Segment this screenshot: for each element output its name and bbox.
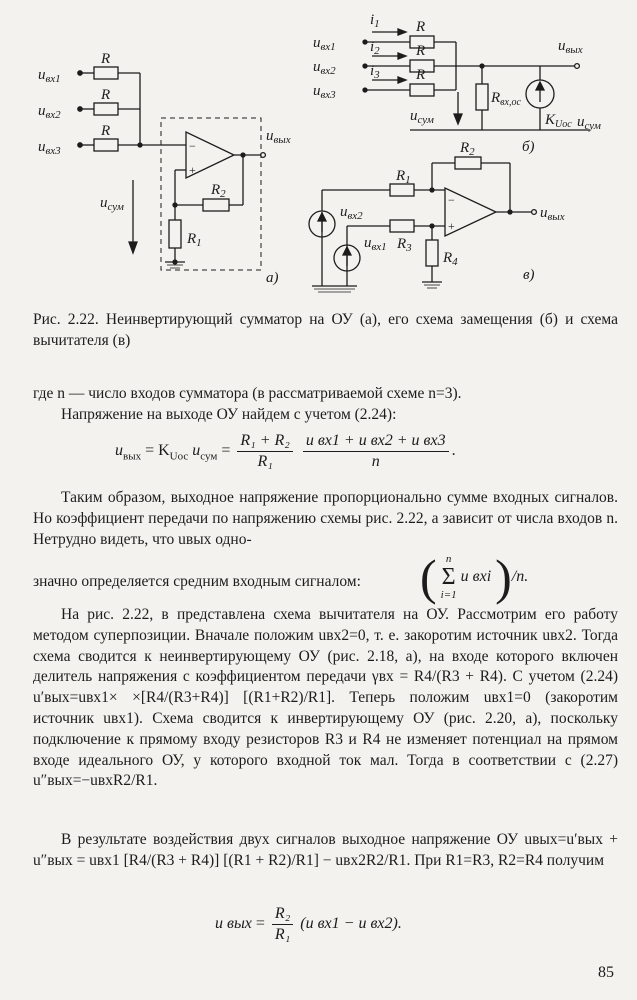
label-a-R-1: R [101, 51, 111, 67]
circuit-figure [0, 0, 637, 300]
svg-text:i2: $i_2$ [370, 39, 380, 57]
svg-text:uвых: $u_{вых}$ [266, 128, 291, 146]
label-b-i2: i [370, 39, 375, 55]
svg-text:uвых: $u_{вых}$ [540, 205, 565, 223]
svg-text:uвх1: $u_{вх1}$ [364, 235, 387, 253]
svg-text:−: − [448, 193, 455, 207]
svg-text:KUос: $K_{Uос}$ [545, 112, 572, 130]
label-a-R1: R [187, 231, 197, 247]
svg-text:uсум: $u_{сум}$ [410, 108, 434, 126]
label-b-KUos: K [545, 112, 556, 128]
figure-caption: Рис. 2.22. Неинвертирующий сумматор на ОУ (а), его схема замещения (б) и схема вычитателя (в) [33, 311, 618, 349]
svg-text:uвх2: $u_{вх2}$ [340, 204, 363, 222]
label-v-R4: R [443, 250, 453, 266]
svg-text:i1: $i_1$ [370, 12, 380, 30]
label-b-R-2: R [416, 43, 426, 59]
svg-text:+: + [448, 219, 455, 233]
label-a-uvx1: u [38, 67, 46, 83]
label-a-R2: R [211, 182, 221, 198]
svg-text:R3: $R_3$ [397, 236, 412, 254]
paragraph-3-end: значно определяется средним входным сигналом: [33, 573, 361, 590]
label-b-Rvxos: R [491, 90, 501, 106]
label-a-R-3: R [101, 123, 111, 139]
label-a-uvx2: u [38, 103, 46, 119]
paragraph-3: Таким образом, выходное напряжение пропорционально сумме входных сигналов. Но коэффициент передачи по напряжению схемы рис. 2.22, а зависит от числа входов n. Нетрудно видеть, что uвых одно- [33, 489, 618, 548]
label-v-uvx1: u [364, 235, 372, 251]
svg-text:R4: $R_4$ [443, 250, 458, 268]
label-v-R2: R [460, 140, 470, 156]
svg-text:uсум: $u_{сум}$ [577, 114, 601, 132]
label-a-uvx3: u [38, 139, 46, 155]
svg-text:R2: $R_2$ [211, 182, 226, 200]
label-a-usum: u [100, 195, 108, 211]
label-v-R3: R [397, 236, 407, 252]
svg-text:uвх3: $u_{вх3}$ [38, 139, 61, 157]
label-b-tag: б) [522, 139, 535, 155]
svg-text:i3: $i_3$ [370, 63, 380, 81]
label-b-uvx3: u [313, 83, 321, 99]
label-v-R1: R [396, 168, 406, 184]
label-b-R-3: R [416, 67, 426, 83]
formula-1: $u_{вых} = K_{Uос}$ $u_{сум}$ = $\frac{\text{R₁ + R₂}}{\text{R₁}}$ $\frac{\text{u вх1 + u вх2 + u вх3}}{n}$ . [115, 432, 456, 470]
svg-text:uсум: $u_{сум}$ [100, 195, 124, 213]
svg-text:uвх1: $u_{вх1}$ [313, 35, 336, 53]
svg-text:R2: $R_2$ [460, 140, 475, 158]
label-b-i3: i [370, 63, 375, 79]
label-a-R-2: R [101, 87, 111, 103]
formula-1-frac-1: $\frac{\text{R₁ + R₂}}{\text{R₁}}$ [237, 432, 292, 471]
svg-text:uвых: $u_{вых}$ [558, 38, 583, 56]
label-b-usum2: u [577, 114, 585, 130]
label-v-uvyx: u [540, 205, 548, 221]
schematic-v [309, 157, 536, 292]
paragraph-4: На рис. 2.22, в представлена схема вычитателя на ОУ. Рассмотрим его работу методом суперпозиции. Вначале положим uвх2=0, т. е. закоротим источник uвх2. Тогда схема сводится к неинвертирующему ОУ (рис. 2.18, а), на входе которого включен делитель напряжения с коэффициентом передачи γвх = R4/(R3 + R4). С учетом (2.24) u′вых=uвх1× ×[R4/(R3+R4)] [(R1+R2)/R1]. Теперь положим uвх1=0 (закоротим источник uвх1). Схема сводится к инвертирующему ОУ (рис. 2.20, а), поскольку подключение к прямому входу резисторов R3 и R4 не изменяет потенциал на прямом входе идеального ОУ, у которого входной ток мал. Тогда в соответствии с (2.27) u″вых=−uвхR2/R1. [33, 606, 618, 790]
schematic-b [363, 29, 590, 130]
label-b-uvyx: u [558, 38, 566, 54]
label-b-i1: i [370, 12, 375, 28]
paragraph-5: В результате воздействия двух сигналов выходное напряжение ОУ uвых=u′вых + u″вых = uвх1 [R4/(R3 + R4)] [(R1 + R2)/R1] − uвх2R2/R1. При R1=R3, R2=R4 получим [33, 831, 618, 869]
svg-text:uвх2: $u_{вх2}$ [38, 103, 61, 121]
svg-text:+: + [189, 163, 196, 177]
paragraph-2: Напряжение на выходе ОУ найдем с учетом (2.24): [61, 406, 397, 423]
svg-text:uвх3: $u_{вх3}$ [313, 83, 336, 101]
label-b-uvx2: u [313, 59, 321, 75]
label-a-tag: а) [266, 270, 279, 286]
label-b-R-1: R [416, 19, 426, 35]
svg-text:uвх1: $u_{вх1}$ [38, 67, 61, 85]
label-v-tag: в) [523, 267, 535, 283]
formula-2: u вых = $\frac{\text{R₂}}{\text{R₁}}$ (u вх1 − u вх2). [215, 905, 402, 943]
mean-input-expression: ( n Σ i=1 u вхi )/n. [420, 549, 529, 605]
label-a-uvyx: u [266, 128, 274, 144]
paragraph-1: где n — число входов сумматора (в рассматриваемой схеме n=3). [33, 385, 462, 402]
svg-text:R1: $R_1$ [396, 168, 411, 186]
label-v-uvx2: u [340, 204, 348, 220]
svg-text:uвх2: $u_{вх2}$ [313, 59, 336, 77]
svg-text:R1: $R_1$ [187, 231, 202, 249]
svg-text:Rвх,ос: $R_{вх,ос}$ [491, 90, 521, 108]
svg-text:−: − [189, 139, 196, 153]
label-b-uvx1: u [313, 35, 321, 51]
formula-1-frac-2: $\frac{\text{u вх1 + u вх2 + u вх3}}{n}$ [303, 432, 449, 471]
label-b-usum: u [410, 108, 418, 124]
page-number: 85 [598, 964, 614, 981]
